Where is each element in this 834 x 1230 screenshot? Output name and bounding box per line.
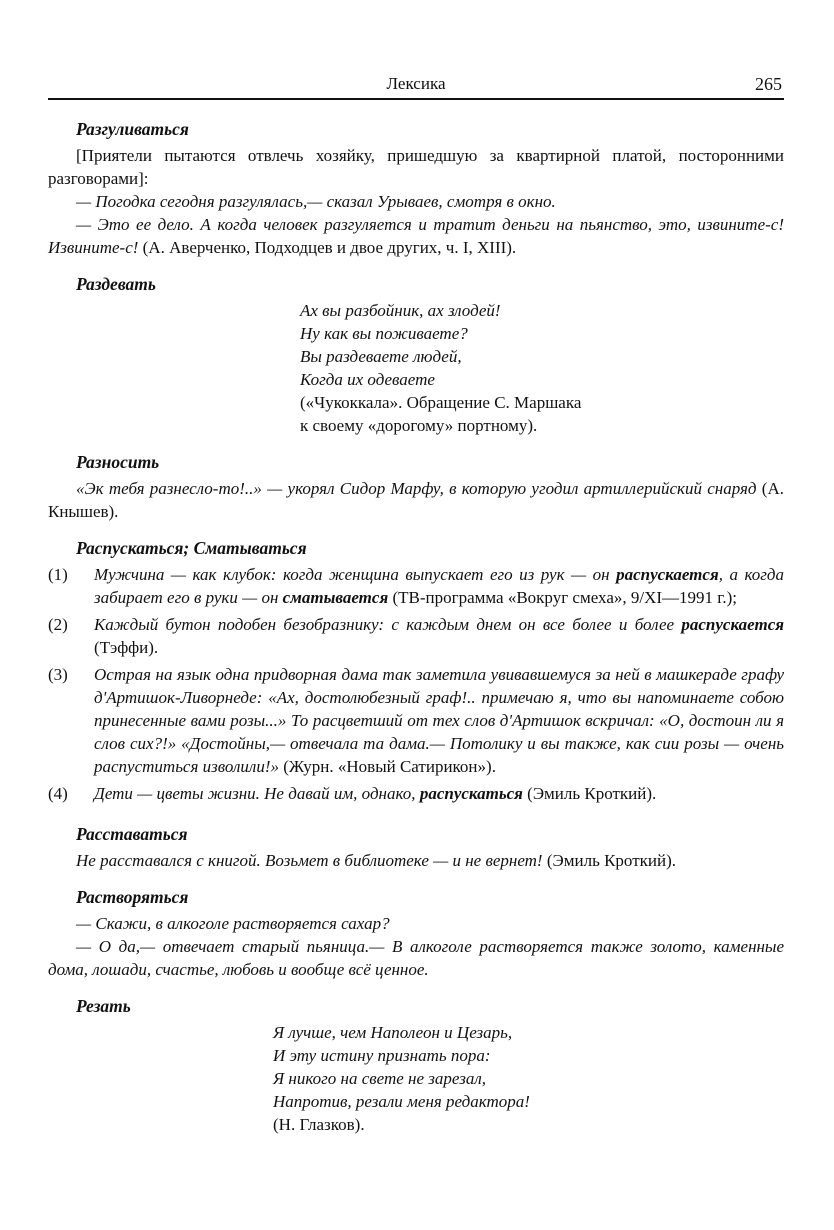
verse-line: Ах вы разбойник, ах злодей! bbox=[300, 301, 501, 320]
example-number: (4) bbox=[48, 784, 68, 803]
quote-text: — Это ее дело. А когда человек разгуляется и тратит деньги на пьянство, это, извините-с! Извините-с! bbox=[48, 215, 784, 257]
page-body bbox=[48, 118, 784, 1136]
entry-heading: Растворяться bbox=[76, 887, 189, 907]
verse-block bbox=[300, 299, 784, 437]
quote-source: (А. Кнышев). bbox=[48, 479, 784, 521]
quote-paragraph bbox=[48, 477, 784, 523]
dialogue-line bbox=[48, 213, 784, 259]
running-head bbox=[48, 74, 784, 98]
example-number: (2) bbox=[48, 615, 68, 634]
verse-line: Я никого на свете не зарезал, bbox=[273, 1069, 487, 1088]
keyword: сматывается bbox=[282, 588, 389, 607]
entry-heading: Разносить bbox=[76, 452, 160, 472]
example-text: Каждый бутон подобен безобразнику: с каждым днем он все более и более распускается (Тэффи). bbox=[94, 615, 784, 657]
quote-source: (Эмиль Кроткий). bbox=[542, 851, 676, 870]
entry-rasstavatsya bbox=[48, 823, 784, 872]
entry-rezat bbox=[48, 995, 784, 1136]
example-source: (Тэффи). bbox=[94, 638, 159, 657]
entry-rastvoryatsya bbox=[48, 886, 784, 981]
quote-paragraph bbox=[48, 849, 784, 872]
example-source: (Журн. «Новый Сатирикон»). bbox=[278, 757, 496, 776]
entry-razdevat bbox=[48, 273, 784, 437]
page-number: 265 bbox=[755, 74, 782, 94]
dialogue-line: — Погодка сегодня разгулялась,— сказал Урываев, смотря в окно. bbox=[76, 192, 556, 211]
example-source: (Эмиль Кроткий). bbox=[522, 784, 657, 803]
quote-source: (А. Аверченко, Подходцев и двое других, ч. I, XIII). bbox=[138, 238, 517, 257]
entry-heading: Резать bbox=[76, 996, 131, 1016]
example-source: (ТВ-программа «Вокруг смеха», 9/XI—1991 г.); bbox=[388, 588, 737, 607]
verse-block bbox=[273, 1021, 784, 1136]
verse-source: (Н. Глазков). bbox=[273, 1115, 365, 1134]
verse-source: («Чукоккала». Обращение С. Маршака bbox=[300, 393, 582, 412]
entry-context: [Приятели пытаются отвлечь хозяйку, пришедшую за квартирной платой, посторонними разговорами]: bbox=[48, 146, 784, 188]
verse-source: к своему «дорогому» портному). bbox=[300, 416, 538, 435]
header-rule bbox=[48, 98, 784, 100]
verse-line: Ну как вы поживаете? bbox=[300, 324, 468, 343]
keyword: распускается bbox=[616, 565, 719, 584]
entry-razgulivatsya bbox=[48, 118, 784, 259]
example-text: Острая на язык одна придворная дама так заметила увивавшемуся за ней в машкераде графу д'Артишок-Ливорнеде: «Ах, достолюбезный граф!.. примечаю я, что вы напоминаете собою принесенные вами розы...» То расцветший от тех слов д'Артишок вскричал: «О, достоин ли я слов сих?!» «Достойны,— отвечала та дама.— Потолику и вы также, как сии розы — очень распуститься изволили!» (Журн. «Новый Сатирикон»). bbox=[94, 665, 784, 776]
verse-line: Я лучше, чем Наполеон и Цезарь, bbox=[273, 1023, 513, 1042]
numbered-example bbox=[48, 663, 784, 778]
keyword: распускается bbox=[681, 615, 784, 634]
example-number: (1) bbox=[48, 565, 68, 584]
verse-line: Вы раздеваете людей, bbox=[300, 347, 462, 366]
verse-line: И эту истину признать пора: bbox=[273, 1046, 491, 1065]
numbered-example bbox=[48, 613, 784, 659]
dialogue-line: — Скажи, в алкоголе растворяется сахар? bbox=[76, 914, 390, 933]
entry-heading: Раздевать bbox=[76, 274, 156, 294]
numbered-example bbox=[48, 563, 784, 609]
entry-heading: Разгуливаться bbox=[76, 119, 189, 139]
verse-line: Напротив, резали меня редактора! bbox=[273, 1092, 530, 1111]
chapter-title: Лексика bbox=[386, 74, 446, 93]
quote-text: «Эк тебя разнесло-то!..» — укорял Сидор Марфу, в которую угодил артиллерийский снаряд bbox=[76, 479, 757, 498]
dialogue-line: — О да,— отвечает старый пьяница.— В алкоголе растворяется также золото, каменные дома, лошади, счастье, любовь и вообще всё ценное. bbox=[48, 937, 784, 979]
quote-text: Не расставался с книгой. Возьмет в библиотеке — и не вернет! bbox=[76, 851, 543, 870]
entry-heading: Расставаться bbox=[76, 824, 188, 844]
entry-heading: Распускаться; Сматываться bbox=[76, 538, 307, 558]
numbered-example bbox=[48, 782, 784, 805]
entry-raznosit bbox=[48, 451, 784, 523]
keyword: распускаться bbox=[419, 784, 523, 803]
example-text: Дети — цветы жизни. Не давай им, однако, распускаться (Эмиль Кроткий). bbox=[94, 784, 657, 803]
example-text: Мужчина — как клубок: когда женщина выпускает его из рук — он распускается, а когда забирает его в руки — он сматывается (ТВ-программа «Вокруг смеха», 9/XI—1991 г.); bbox=[94, 565, 785, 607]
verse-line: Когда их одеваете bbox=[300, 370, 435, 389]
example-number: (3) bbox=[48, 665, 68, 684]
entry-raspuskatsya bbox=[48, 537, 784, 805]
